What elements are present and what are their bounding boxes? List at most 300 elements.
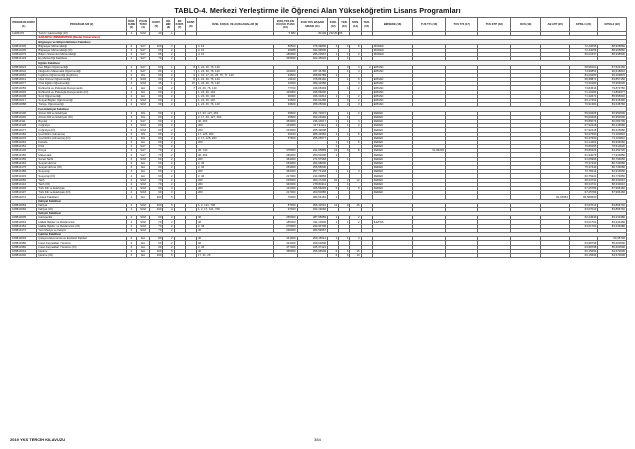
- table-cell: 214,39856: [297, 174, 327, 178]
- table-cell: 84,570000: [598, 253, 627, 257]
- table-cell: 4: [126, 73, 136, 77]
- table-cell: 63,61702: [569, 224, 597, 228]
- program-code-cell: 108810366: [11, 245, 37, 249]
- table-cell: 290,30706: [297, 224, 327, 228]
- program-name-cell: Felsefe: [37, 140, 126, 144]
- table-cell: 5: [350, 140, 361, 144]
- page-title: TABLO-4. Merkezi Yerleştirme ile Öğrenci Alan Yükseköğretim Lisans Programları: [174, 6, 461, 15]
- table-cell: 60: [150, 111, 163, 115]
- program-name-cell: İngilizce Öğretmenliği (İngilizce): [37, 73, 126, 77]
- table-cell: 1, 24, 46, 76, 140: [196, 65, 273, 69]
- column-header: YER. (15): [361, 18, 372, 32]
- program-name-cell: Türk Dili ve Edebiyatı (İÖ): [37, 191, 126, 195]
- table-cell: 239000: [274, 178, 297, 182]
- table-cell: FEDEK: [372, 140, 413, 144]
- table-cell: 4: [126, 203, 136, 207]
- table-cell: 37: [185, 82, 196, 86]
- table-cell: 82,569500: [569, 195, 597, 199]
- table-cell: 2: [163, 73, 174, 77]
- table-cell: EA: [137, 249, 150, 253]
- table-header-row: [11, 18, 627, 32]
- table-cell: 291,72647: [297, 111, 327, 115]
- table-cell: 2, 46: [196, 224, 273, 228]
- table-cell: 2: [350, 99, 361, 103]
- table-cell: 1: [163, 82, 174, 86]
- program-name-cell: Sosyal Hizmet (İÖ): [37, 166, 126, 170]
- program-name-cell: Sosyoloji (İÖ): [37, 174, 126, 178]
- table-cell: 4: [126, 99, 136, 103]
- table-cell: 60: [150, 132, 163, 136]
- table-cell: 2: [163, 170, 174, 174]
- table-cell: 4: [126, 124, 136, 128]
- table-cell: 2, 46: [196, 161, 273, 165]
- table-cell: FEDEK: [372, 178, 413, 182]
- program-code-cell: 108810062: [11, 73, 37, 77]
- table-cell: 276000: [274, 224, 297, 228]
- table-cell: 115000: [274, 90, 297, 94]
- table-cell: SÖZ: [137, 220, 150, 224]
- table-cell: 4: [126, 94, 136, 98]
- table-cell: DİL: [137, 111, 150, 115]
- table-cell: 1: [339, 124, 350, 128]
- table-cell: 2: [361, 65, 372, 69]
- table-cell: 263: [196, 128, 273, 132]
- table-cell: 253000: [274, 166, 297, 170]
- table-cell: 1: [328, 145, 339, 149]
- table-cell: 4: [126, 103, 136, 107]
- table-cell: 190: [150, 207, 163, 211]
- table-cell: 2: [163, 115, 174, 119]
- table-cell: 2: [163, 136, 174, 140]
- program-code-cell: 108810059: [11, 86, 37, 90]
- table-cell: 69,934660: [598, 140, 627, 144]
- table-cell: 60: [150, 48, 163, 52]
- table-cell: 232,81405: [329, 31, 343, 36]
- program-name-cell: Sosyal Hizmet: [37, 161, 126, 165]
- table-cell: SÖZ: [137, 182, 150, 186]
- table-cell: 4: [126, 44, 136, 48]
- table-cell: 88,905860: [598, 48, 627, 52]
- program-name-cell: Sınıf Öğretmenliği: [37, 94, 126, 98]
- table-cell: 4: [126, 111, 136, 115]
- table-cell: 70,89155: [569, 145, 597, 149]
- table-cell: 61,05996: [569, 157, 597, 161]
- table-cell: FEDEK: [372, 157, 413, 161]
- program-code-cell: 108810032: [11, 69, 37, 73]
- table-cell: 4: [163, 207, 174, 211]
- table-cell: SÖZ: [137, 128, 150, 132]
- table-cell: FEDEK: [372, 182, 413, 186]
- program-code-cell: 108810077: [11, 82, 37, 86]
- table-cell: 21100: [274, 78, 297, 82]
- table-cell: 4: [126, 119, 136, 123]
- table-cell: 70: [150, 178, 163, 182]
- table-cell: 9: [185, 73, 196, 77]
- table-cell: 317,93111: [297, 124, 327, 128]
- table-cell: 83,648760: [598, 103, 627, 107]
- program-code-cell: 108810063: [11, 220, 37, 224]
- table-cell: 2: [163, 119, 174, 123]
- table-cell: [510, 253, 540, 257]
- table-cell: 60: [150, 115, 163, 119]
- table-cell: EA: [137, 237, 150, 241]
- program-name-cell: Tarih: [37, 178, 126, 182]
- table-cell: 253000: [274, 161, 297, 165]
- table-cell: 250000: [274, 153, 297, 157]
- table-cell: 9: [339, 203, 350, 207]
- table-cell: 4: [350, 119, 361, 123]
- column-header: EK KONT. (7): [174, 18, 185, 32]
- table-cell: 3: [339, 99, 350, 103]
- table-cell: 13: [350, 253, 361, 257]
- table-cell: 4: [126, 237, 136, 241]
- table-cell: EA: [137, 195, 150, 199]
- table-cell: 6: [328, 253, 339, 257]
- table-cell: 83,857150: [598, 78, 627, 82]
- table-cell: FEDEK: [372, 136, 413, 140]
- program-code-cell: 108810197: [11, 191, 37, 195]
- table-cell: 5: [350, 132, 361, 136]
- table-cell: 4: [126, 136, 136, 140]
- table-cell: 3: [350, 103, 361, 107]
- table-cell: 262,24994: [297, 115, 327, 119]
- program-code-cell: 108810217: [11, 99, 37, 103]
- table-cell: 353000: [274, 119, 297, 123]
- table-cell: 55: [150, 52, 163, 56]
- table-cell: 1, 24, 46, 76, 140: [196, 69, 273, 73]
- program-name-cell: Fen Bilgisi Öğretmenliği: [37, 65, 126, 69]
- table-cell: 271,57968: [297, 157, 327, 161]
- program-code-cell: 108810263: [11, 140, 37, 144]
- table-cell: 84,29283: [569, 73, 597, 77]
- table-body: [11, 32, 627, 258]
- table-cell: 1, 24, 46, 140: [196, 94, 273, 98]
- table-cell: 63,67013: [569, 203, 597, 207]
- table-cell: 4, 16: [196, 44, 273, 48]
- table-cell: 295,39698: [297, 128, 327, 132]
- guide-footer-label: 2019 YKS TERCİH KILAVUZU: [10, 437, 66, 442]
- university-name: SAKARYA ÜNİVERSİTESİ (Devlet Üniversitesi): [37, 36, 627, 40]
- column-header: TUS T71 (16): [413, 18, 446, 32]
- table-cell: 4: [126, 32, 136, 36]
- table-cell: 3: [163, 44, 174, 48]
- table-cell: EA: [137, 166, 150, 170]
- table-cell: 1, 24, 46, 76, 140: [196, 103, 273, 107]
- column-header: KONT. (8): [185, 18, 196, 32]
- table-cell: 1, 16, 17, 24, 28, 76, 77, 140: [196, 73, 273, 77]
- table-cell: 2: [163, 149, 174, 153]
- table-cell: 378,86140: [297, 78, 327, 82]
- program-code-cell: 108810163: [11, 161, 37, 165]
- table-cell: 7: [185, 86, 196, 90]
- table-cell: 12: [328, 203, 339, 207]
- table-cell: 60: [150, 170, 163, 174]
- table-cell: 85,660590: [598, 245, 627, 249]
- program-code-cell: 108810066: [11, 207, 37, 211]
- table-cell: 2: [163, 245, 174, 249]
- program-code-cell: 108810106: [11, 111, 37, 115]
- table-cell: 263: [196, 178, 273, 182]
- program-code-cell: 108810189: [11, 170, 37, 174]
- table-cell: 83,233480: [598, 220, 627, 224]
- program-name-cell: Kimya: [37, 149, 126, 153]
- table-cell: 4: [328, 44, 339, 48]
- program-name-cell: Fizik: [37, 145, 126, 149]
- table-cell: 84,570000: [598, 249, 627, 253]
- table-cell: 80,215680: [598, 128, 627, 132]
- table-cell: 60: [150, 65, 163, 69]
- faculty-name: Bilgisayar ve Bilişim Bilimleri Fakültesi: [37, 40, 627, 44]
- table-cell: 60: [150, 103, 163, 107]
- table-cell: 60: [150, 94, 163, 98]
- table-cell: 71,32671: [569, 94, 597, 98]
- table-cell: 2: [163, 86, 174, 90]
- table-cell: 88,905860: [598, 44, 627, 48]
- table-cell: 68,34731: [569, 182, 597, 186]
- table-cell: EPDAD: [372, 69, 413, 73]
- table-cell: 300,17200: [297, 178, 327, 182]
- table-cell: 85,938500: [598, 52, 627, 56]
- column-header: OK. BİR. (6): [163, 18, 174, 32]
- table-cell: 1: [339, 69, 350, 73]
- table-cell: EA: [137, 241, 150, 245]
- table-cell: 5: [163, 203, 174, 207]
- program-name-cell: Coğrafya (İÖ): [37, 128, 126, 132]
- table-cell: 4: [126, 82, 136, 86]
- table-cell: 4: [339, 86, 350, 90]
- column-header: PROGRAM ADI (2): [37, 18, 126, 32]
- table-cell: 4: [126, 140, 136, 144]
- table-cell: 263: [196, 182, 273, 186]
- table-cell: 1: [163, 32, 174, 36]
- column-header: KPSS-1 (21): [569, 18, 597, 32]
- table-cell: 90,618810: [598, 69, 627, 73]
- table-cell: 103000: [274, 69, 297, 73]
- program-code-cell: 108810244: [11, 249, 37, 253]
- table-cell: 340000: [274, 182, 297, 186]
- table-cell: 1: [328, 220, 339, 224]
- table-cell: 1, 24, 46, 76, 140: [196, 82, 273, 86]
- column-header: KON. (14): [350, 18, 361, 32]
- table-cell: 243000: [274, 128, 297, 132]
- program-code-cell: 108810154: [11, 224, 37, 228]
- program-name-cell: Gazetecilik: [37, 216, 126, 220]
- program-code-cell: 108810236: [11, 48, 37, 52]
- table-cell: DİL: [137, 132, 150, 136]
- table-cell: 441000: [274, 237, 297, 241]
- column-header: ÖĞR. SÜRE (3): [126, 18, 136, 32]
- table-cell: 70: [150, 220, 163, 224]
- program-name-cell: Hukuk Fakültesi: [37, 195, 126, 199]
- table-cell: 2: [163, 128, 174, 132]
- program-name-cell: İnsan Kaynakları Yönetimi (İÖ): [37, 245, 126, 249]
- program-code-cell: 108810136: [11, 149, 37, 153]
- table-cell: 4: [126, 207, 136, 211]
- table-cell: 6: [328, 249, 339, 253]
- table-cell: 217000: [274, 191, 297, 195]
- table-cell: 1: [328, 237, 339, 241]
- table-cell: 1: [339, 186, 350, 190]
- table-cell: 83,233480: [598, 216, 627, 220]
- table-cell: 1: [339, 237, 350, 241]
- table-cell: 72,43056: [569, 48, 597, 52]
- table-cell: 337,36780: [297, 69, 327, 73]
- table-cell: 3: [163, 186, 174, 190]
- table-cell: 83,774656: [598, 174, 627, 178]
- column-header: TUS KTP (18): [478, 18, 511, 32]
- table-cell: [413, 253, 446, 257]
- table-cell: FEDEK: [372, 161, 413, 165]
- table-cell: 70: [150, 145, 163, 149]
- table-cell: 73,100810: [598, 132, 627, 136]
- table-cell: 2, 46: [196, 166, 273, 170]
- table-cell: 4, 16: [196, 48, 273, 52]
- table-cell: 83,233480: [598, 224, 627, 228]
- program-code-cell: 108810155: [11, 157, 37, 161]
- table-row: [11, 253, 627, 257]
- table-cell: 2: [339, 178, 350, 182]
- table-cell: SAY: [137, 145, 150, 149]
- table-cell: FEDEK: [372, 111, 413, 115]
- table-cell: 8: [350, 44, 361, 48]
- table-cell: 4: [126, 132, 136, 136]
- table-cell: 65,86326: [569, 149, 597, 153]
- table-cell: 1: [328, 124, 339, 128]
- table-cell: EPDAD: [372, 99, 413, 103]
- table-cell: 84,252720: [598, 149, 627, 153]
- table-cell: 4: [126, 78, 136, 82]
- faculty-name: Eğitim Fakültesi: [37, 61, 627, 65]
- table-cell: 1: [339, 78, 350, 82]
- table-cell: SAY: [137, 52, 150, 56]
- table-cell: 257,73148: [297, 170, 327, 174]
- table-cell: 345690: [274, 57, 297, 61]
- table-cell: 256,96530: [297, 249, 327, 253]
- table-cell: 362000: [274, 170, 297, 174]
- table-cell: 1: [328, 140, 339, 144]
- table-cell: SÖZ: [137, 186, 150, 190]
- program-name-cell: Sosyal Bilgiler Öğretmenliği: [37, 99, 126, 103]
- table-cell: SÖZ: [137, 82, 150, 86]
- table-cell: 71,19184: [569, 90, 597, 94]
- table-cell: 2: [350, 111, 361, 115]
- table-cell: SAY: [137, 119, 150, 123]
- table-cell: 2: [163, 228, 174, 232]
- program-name-cell: Sanat Tarihi: [37, 157, 126, 161]
- table-cell: 2: [163, 220, 174, 224]
- table-cell: 263: [196, 157, 273, 161]
- table-cell: 4: [126, 145, 136, 149]
- program-name-cell: Yeni Medya ve İletişim: [37, 228, 126, 232]
- column-header: PUAN TÜRÜ (4): [137, 18, 150, 32]
- table-cell: 60: [150, 73, 163, 77]
- table-cell: 2: [163, 99, 174, 103]
- table-cell: 68,34731: [569, 178, 597, 182]
- table-cell: 384,54181: [297, 195, 327, 199]
- table-cell: 87,966160: [598, 186, 627, 190]
- table-cell: 2: [163, 78, 174, 82]
- table-cell: 87000: [274, 203, 297, 207]
- table-cell: 4: [126, 149, 136, 153]
- table-cell: 70: [150, 57, 163, 61]
- table-cell: 73,84516: [569, 86, 597, 90]
- table-cell: 46: [196, 241, 273, 245]
- table-cell: 85,660590: [598, 241, 627, 245]
- table-cell: 83,866740: [598, 207, 627, 211]
- table-cell: 1: [339, 111, 350, 115]
- table-cell: 1, 24, 46, 140: [196, 99, 273, 103]
- table-cell: 40: [150, 32, 163, 36]
- table-cell: 186000: [274, 52, 297, 56]
- table-cell: 5: [163, 195, 174, 199]
- table-cell: 160: [150, 249, 163, 253]
- table-cell: 46: [196, 228, 273, 232]
- table-cell: 160: [150, 253, 163, 257]
- table-cell: 83,866740: [598, 203, 627, 207]
- table-cell: İLETDA: [372, 220, 413, 224]
- table-cell: 2: [163, 103, 174, 107]
- table-cell: 260: [150, 195, 163, 199]
- page-number: 384: [314, 437, 321, 442]
- table-cell: 200: [150, 203, 163, 207]
- table-cell: 3: [163, 191, 174, 195]
- table-cell: SAY: [137, 57, 150, 61]
- table-cell: 66,15694: [569, 253, 597, 257]
- program-name-cell: Matematik: [37, 153, 126, 157]
- table-cell: 1, 2, 121, 708: [196, 203, 273, 207]
- table-cell: 96968: [274, 48, 297, 52]
- table-cell: 269,61800: [297, 241, 327, 245]
- table-cell: 263: [196, 170, 273, 174]
- table-cell: 73,100810: [598, 136, 627, 140]
- table-cell: 66,950600: [598, 115, 627, 119]
- table-cell: 60: [150, 216, 163, 220]
- program-name-cell: Turizm İşletmeciliği (İÖ): [37, 32, 126, 36]
- table-cell: 296000: [274, 228, 297, 232]
- table-cell: 68,38871: [569, 78, 597, 82]
- table-cell: SÖZ: [137, 103, 150, 107]
- table-cell: 97400: [274, 207, 297, 211]
- table-cell: 4: [126, 128, 136, 132]
- table-cell: FEDEK: [372, 115, 413, 119]
- table-cell: 368,80789: [297, 73, 327, 77]
- table-cell: 4: [126, 115, 136, 119]
- table-cell: 4: [126, 191, 136, 195]
- table-cell: 88,333010: [598, 182, 627, 186]
- table-cell: 389,41086: [297, 82, 327, 86]
- table-cell: 477000: [274, 245, 297, 249]
- table-cell: 1: [328, 153, 339, 157]
- program-code-cell: 108810154: [11, 145, 37, 149]
- table-cell: 5: [350, 78, 361, 82]
- table-cell: 4: [126, 166, 136, 170]
- table-cell: 1: [328, 119, 339, 123]
- table-cell: 15: [350, 249, 361, 253]
- table-cell: 88,333010: [598, 178, 627, 182]
- table-cell: 2: [163, 157, 174, 161]
- program-code-cell: 108810182: [11, 132, 37, 136]
- table-cell: 67,25783: [569, 191, 597, 195]
- table-cell: 8: [185, 65, 196, 69]
- table-cell: MÜDEK: [372, 52, 413, 56]
- table-cell: MÜDEK: [372, 48, 413, 52]
- table-cell: 80,733680: [598, 166, 627, 170]
- table-cell: 65,85076: [569, 119, 597, 123]
- table-cell: FEDEK: [372, 132, 413, 136]
- table-cell: EPDAD: [372, 65, 413, 69]
- table-cell: 5: [328, 186, 339, 190]
- program-name-cell: Eş Merkezliği Fakültesi: [37, 57, 126, 61]
